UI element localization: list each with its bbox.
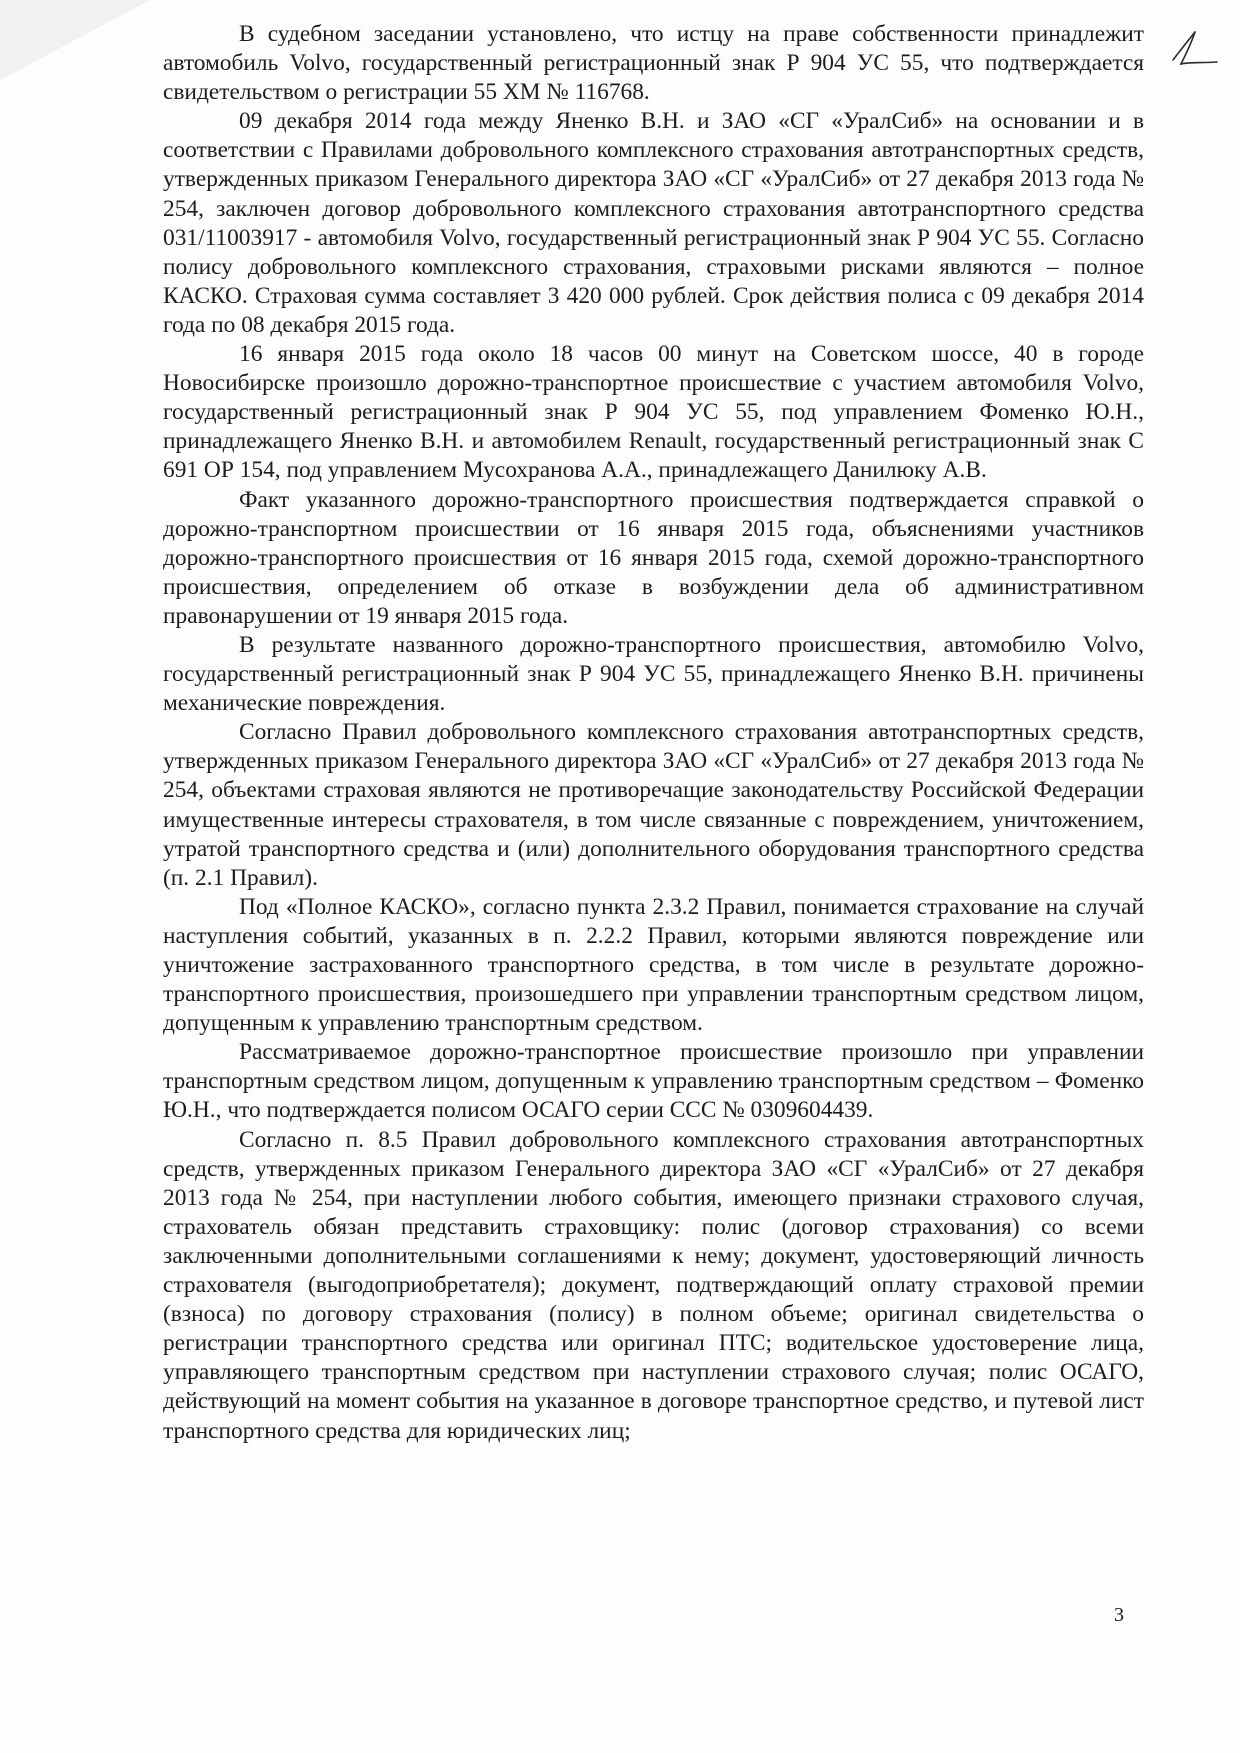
- paragraph-5: В результате названного дорожно-транспортного происшествия, автомобилю Volvo, государственный регистрационный знак Р 904 УС 55, принадлежащего Яненко В.Н. причинены механические повреждения.: [163, 631, 1144, 717]
- handwritten-page-mark-icon: [1165, 22, 1225, 72]
- paragraph-4: Факт указанного дорожно-транспортного происшествия подтверждается справкой о дорожно-транспортном происшествии от 16 января 2015 года, объяснениями участников дорожно-транспортного происшествия от 16 января 2015 года, схемой дорожно-транспортного происшествия, определением об отказе в возбуждении дела об административном правонарушении от 19 января 2015 года.: [163, 486, 1144, 629]
- paragraph-3: 16 января 2015 года около 18 часов 00 минут на Советском шоссе, 40 в городе Новосибирске произошло дорожно-транспортное происшествие с участием автомобиля Volvo, государственный регистрационный знак Р 904 УС 55, под управлением Фоменко Ю.Н., принадлежащего Яненко В.Н. и автомобилем Renault, государственный регистрационный знак С 691 ОР 154, под управлением Мусохранова А.А., принадлежащего Данилюку А.В.: [163, 341, 1144, 484]
- scan-fold-shadow: [0, 0, 150, 80]
- paragraph-8: Рассматриваемое дорожно-транспортное происшествие произошло при управлении транспортным средством лицом, допущенным к управлению транспортным средством – Фоменко Ю.Н., что подтверждается полисом ОСАГО серии ССС № 0309604439.: [163, 1039, 1144, 1124]
- document-body: [163, 20, 1144, 1446]
- paragraph-6: Согласно Правил добровольного комплексного страхования автотранспортных средств, утвержденных приказом Генерального директора ЗАО «СГ «УралСиб» от 27 декабря 2013 года № 254, объектами страховая являются не противоречащие законодательству Российской Федерации имущественные интересы страхователя, в том числе связанные с повреждением, уничтожением, утратой транспортного средства и (или) дополнительного оборудования транспортного средства (п. 2.1 Правил).: [163, 719, 1144, 891]
- paragraph-2: 09 декабря 2014 года между Яненко В.Н. и ЗАО «СГ «УралСиб» на основании и в соответствии с Правилами добровольного комплексного страхования автотранспортных средств, утвержденных приказом Генерального директора ЗАО «СГ «УралСиб» от 27 декабря 2013 года № 254, заключен договор добровольного комплексного страхования автотранспортного средства 031/11003917 - автомобиля Volvo, государственный регистрационный знак Р 904 УС 55. Согласно полису добровольного комплексного страхования, страховыми рисками являются – полное КАСКО. Страховая сумма составляет 3 420 000 рублей. Срок действия полиса с 09 декабря 2014 года по 08 декабря 2015 года.: [163, 108, 1144, 338]
- paragraph-1: В судебном заседании установлено, что истцу на праве собственности принадлежит автомобиль Volvo, государственный регистрационный знак Р 904 УС 55, что подтверждается свидетельством о регистрации 55 ХМ № 116768.: [163, 21, 1144, 106]
- paragraph-7: Под «Полное КАСКО», согласно пункта 2.3.2 Правил, понимается страхование на случай наступления событий, указанных в п. 2.2.2 Правил, которыми являются повреждение или уничтожение застрахованного транспортного средства, в том числе в результате дорожно-транспортного происшествия, произошедшего при управлении транспортным средством лицом, допущенным к управлению транспортным средством.: [163, 893, 1144, 1037]
- page-number: 3: [1114, 1604, 1124, 1626]
- paragraph-9: Согласно п. 8.5 Правил добровольного комплексного страхования автотранспортных средств, утвержденных приказом Генерального директора ЗАО «СГ «УралСиб» от 27 декабря 2013 года № 254, при наступлении любого события, имеющего признаки страхового случая, страхователь обязан представить страховщику: полис (договор страхования) со всеми заключенными дополнительными соглашениями к нему; документ, удостоверяющий личность страхователя (выгодоприобретателя); документ, подтверждающий оплату страховой премии (взноса) по договору страхования (полису) в полном объеме; оригинал свидетельства о регистрации транспортного средства или оригинал ПТС; водительское удостоверение лица, управляющего транспортным средством при наступлении страхового случая; полис ОСАГО, действующий на момент события на указанное в договоре транспортное средство, и путевой лист транспортного средства для юридических лиц;: [163, 1126, 1144, 1444]
